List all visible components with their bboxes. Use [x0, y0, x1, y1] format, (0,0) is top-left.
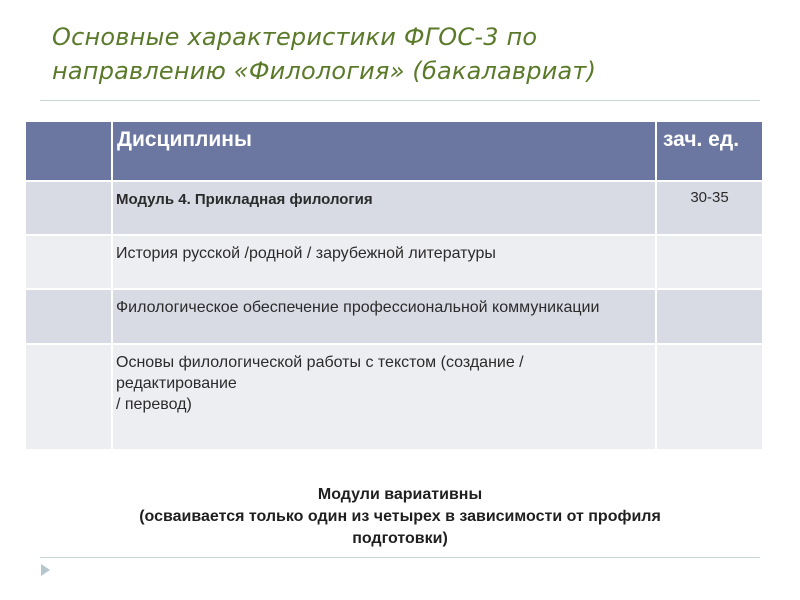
credit-value [657, 290, 762, 297]
discipline-cell [112, 289, 656, 344]
note-line-1: Модули вариативны [317, 486, 483, 503]
discipline-name: Модуль 4. Прикладная филология [116, 191, 373, 208]
discipline-cell [112, 235, 656, 289]
variability-note [50, 484, 750, 550]
table-row [26, 344, 762, 449]
discipline-name-line: / перевод) [116, 396, 192, 413]
discipline-name-line: Основы филологической работы с текстом (создание / [116, 354, 524, 371]
disciplines-table [26, 122, 762, 449]
row-blank-cell [26, 289, 112, 344]
triangle-icon [38, 563, 52, 577]
table-header-row [26, 122, 762, 181]
credit-value [657, 236, 762, 243]
slide-title-line-2: направлению «Филология» (бакалавриат) [52, 57, 597, 85]
credit-cell [656, 289, 762, 344]
row-blank-cell [26, 181, 112, 235]
table-row [26, 289, 762, 344]
note-line-2: (осваивается только один из четырех в зависимости от профиля [139, 508, 661, 525]
slide-title [52, 20, 752, 88]
header-disciplines: Дисциплины [112, 122, 656, 181]
discipline-name-line: редактирование [116, 375, 237, 392]
credit-cell [656, 235, 762, 289]
discipline-name: История русской /родной / зарубежной литературы [116, 245, 496, 262]
title-divider [40, 100, 760, 101]
note-line-3: подготовки) [352, 530, 448, 547]
table-row [26, 235, 762, 289]
bottom-divider [40, 557, 760, 558]
table-row [26, 181, 762, 235]
discipline-cell [112, 181, 656, 235]
discipline-name [113, 345, 655, 415]
credit-cell [656, 344, 762, 449]
discipline-name: Филологическое обеспечение профессиональной коммуникации [116, 299, 600, 316]
slide-title-line-1: Основные характеристики ФГОС-3 по [52, 23, 538, 51]
discipline-cell [112, 344, 656, 449]
header-blank-cell [26, 122, 112, 181]
row-blank-cell [26, 235, 112, 289]
credit-value [657, 345, 762, 352]
credit-value: 30-35 [690, 189, 729, 206]
credit-cell [656, 181, 762, 235]
row-blank-cell [26, 344, 112, 449]
header-credits: зач. ед. [656, 122, 762, 181]
